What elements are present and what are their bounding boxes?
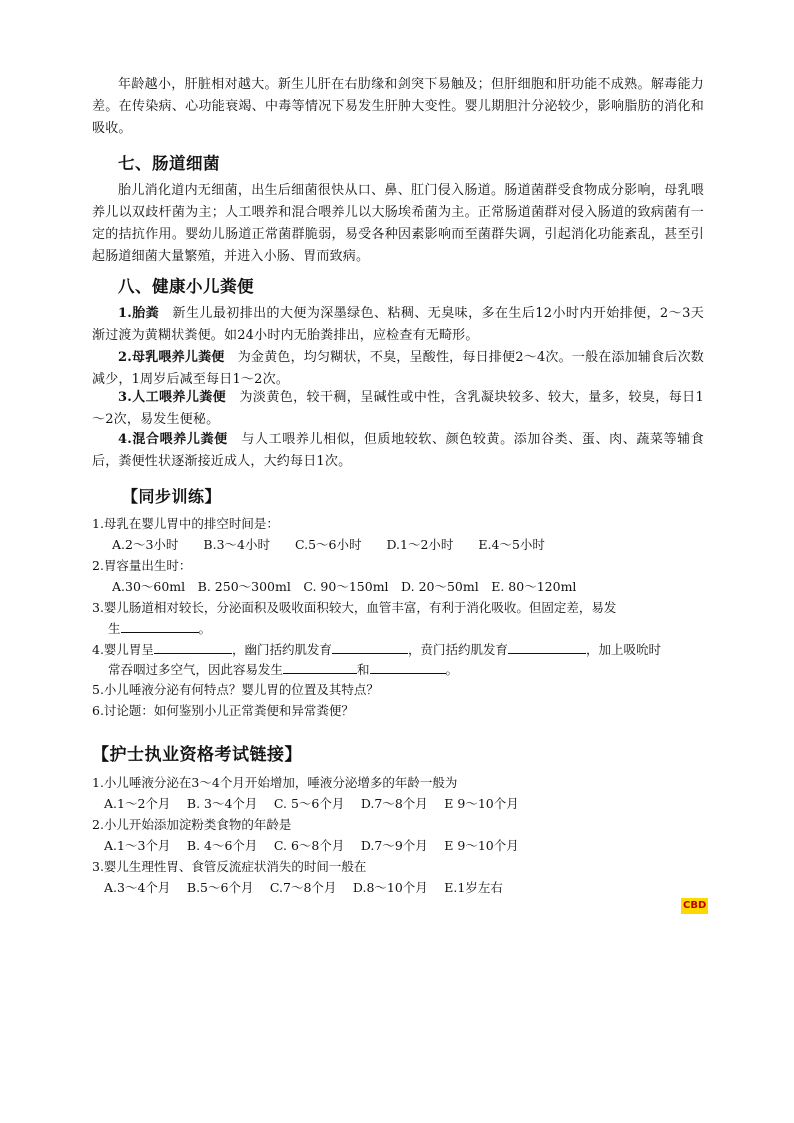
q4-text: ，加上吸吮时 bbox=[585, 642, 661, 657]
stool-item-label: 3.人工喂养儿粪便 bbox=[118, 390, 227, 405]
exam-question-2: 2.小儿开始添加淀粉类食物的年龄是 bbox=[92, 817, 292, 832]
answer-blank[interactable] bbox=[121, 618, 199, 633]
practice-question-4 bbox=[92, 639, 704, 660]
stool-item-4 bbox=[92, 429, 704, 473]
stool-item-label: 1.胎粪 bbox=[118, 306, 160, 321]
exam-question-2-options: A.1～3个月 B. 4～6个月 C. 6～8个月 D.7～9个月 E 9～10个月 bbox=[104, 838, 519, 853]
practice-question-5: 5.小儿唾液分泌有何特点？婴儿胃的位置及其特点？ bbox=[92, 682, 379, 697]
practice-question-1: 1.母乳在婴儿胃中的排空时间是： bbox=[92, 516, 279, 531]
q4-text: 。 bbox=[445, 662, 459, 677]
cbd-badge: CBD bbox=[681, 898, 708, 914]
section-7-heading: 七、肠道细菌 bbox=[118, 154, 220, 173]
q4-text: 常吞咽过多空气，因此容易发生 bbox=[108, 662, 284, 677]
practice-question-4-cont bbox=[92, 659, 720, 680]
stool-item-label: 2.母乳喂养儿粪便 bbox=[118, 350, 225, 365]
practice-question-2-options: A.30～60ml B. 250～300ml C. 90～150ml D. 20～50ml E. 80～120ml bbox=[112, 579, 577, 594]
q3-text: 生 bbox=[108, 621, 121, 636]
q4-text: ，贲门括约肌发育 bbox=[407, 642, 508, 657]
section-7-paragraph: 胎儿消化道内无细菌，出生后细菌很快从口、鼻、肛门侵入肠道。肠道菌群受食物成分影响，母乳喂养儿以双歧杆菌为主；人工喂养和混合喂养儿以大肠埃希菌为主。正常肠道菌群对侵入肠道的致病菌有一定的拮抗作用。婴幼儿肠道正常菌群脆弱，易受各种因素影响而至菌群失调，引起消化功能紊乱，甚至引起肠道细菌大量繁殖，并进入小肠、胃而致病。 bbox=[92, 183, 704, 264]
section-8-heading: 八、健康小儿粪便 bbox=[118, 277, 254, 296]
exam-heading: 【护士执业资格考试链接】 bbox=[92, 745, 302, 765]
exam-question-1-options: A.1～2个月 B. 3～4个月 C. 5～6个月 D.7～8个月 E 9～10个月 bbox=[104, 796, 519, 811]
answer-blank[interactable] bbox=[154, 639, 232, 654]
exam-question-3-options: A.3～4个月 B.5～6个月 C.7～8个月 D.8～10个月 E.1岁左右 bbox=[104, 880, 503, 895]
intro-paragraph: 年龄越小，肝脏相对越大。新生儿肝在右肋缘和剑突下易触及；但肝细胞和肝功能不成熟。解毒能力差。在传染病、心功能衰竭、中毒等情况下易发生肝肿大变性。婴儿期胆汁分泌较少，影响脂肪的消化和吸收。 bbox=[92, 77, 704, 136]
stool-item-1 bbox=[92, 303, 704, 347]
answer-blank[interactable] bbox=[508, 639, 586, 654]
practice-question-6: 6.讨论题：如何鉴别小儿正常粪便和异常粪便？ bbox=[92, 703, 354, 718]
practice-question-2: 2.胃容量出生时： bbox=[92, 558, 192, 573]
answer-blank[interactable] bbox=[332, 639, 408, 654]
q4-text: ，幽门括约肌发育 bbox=[231, 642, 332, 657]
stool-item-text: 为金黄色，均匀糊状，不臭，呈酸性，每日排便2～4次。一般在添加辅食后次数减少，1周岁后减至每日1～2次。 bbox=[92, 350, 704, 387]
stool-item-label: 4.混合喂养儿粪便 bbox=[118, 432, 228, 447]
stool-item-2 bbox=[92, 347, 704, 391]
practice-question-3-cont bbox=[92, 618, 720, 639]
stool-item-text: 为淡黄色，较干稠，呈碱性或中性，含乳凝块较多、较大，量多，较臭，每日1～2次，易发生便秘。 bbox=[92, 390, 704, 427]
exam-question-1: 1.小儿唾液分泌在3～4个月开始增加，唾液分泌增多的年龄一般为 bbox=[92, 775, 458, 790]
q4-text: 4.婴儿胃呈 bbox=[92, 642, 154, 657]
exam-question-3: 3.婴儿生理性胃、食管反流症状消失的时间一般在 bbox=[92, 859, 367, 874]
q4-text: 和 bbox=[357, 662, 370, 677]
stool-item-text: 与人工喂养儿相似，但质地较软、颜色较黄。添加谷类、蛋、肉、蔬菜等辅食后，粪便性状逐渐接近成人，大约每日1次。 bbox=[92, 432, 704, 469]
practice-question-1-options: A.2～3小时 B.3～4小时 C.5～6小时 D.1～2小时 E.4～5小时 bbox=[112, 537, 545, 552]
stool-item-text: 新生儿最初排出的大便为深墨绿色、粘稠、无臭味，多在生后12小时内开始排便，2～3天渐过渡为黄糊状粪便。如24小时内无胎粪排出，应检查有无畸形。 bbox=[92, 306, 704, 343]
q3-end: 。 bbox=[198, 621, 212, 636]
stool-item-3 bbox=[92, 387, 704, 431]
practice-question-3: 3.婴儿肠道相对较长，分泌面积及吸收面积较大，血管丰富，有利于消化吸收。但固定差，易发 bbox=[92, 600, 617, 615]
practice-heading: 【同步训练】 bbox=[122, 487, 222, 506]
answer-blank[interactable] bbox=[283, 659, 357, 674]
answer-blank[interactable] bbox=[370, 659, 446, 674]
